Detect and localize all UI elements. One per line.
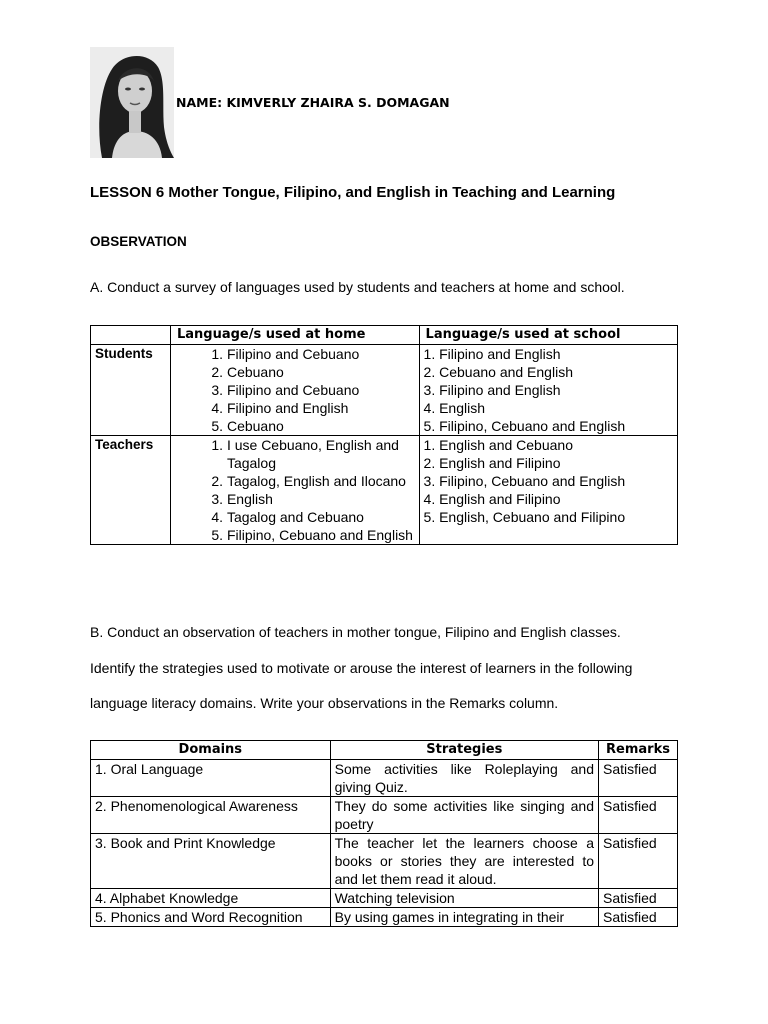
students-school-cell xyxy=(419,345,677,436)
literacy-domains-table xyxy=(90,740,678,927)
remark-cell: Satisfied xyxy=(599,834,678,889)
section-title: OBSERVATION xyxy=(90,234,187,249)
list-item: 3. Filipino and English xyxy=(423,382,561,398)
list-item: 5. Cebuano xyxy=(227,417,415,435)
teachers-home-cell xyxy=(170,436,419,545)
domain-cell: 2. Phenomenological Awareness xyxy=(91,797,331,834)
students-home-list xyxy=(175,345,415,435)
part-b-line-2: Identify the strategies used to motivate or arouse the interest of learners in the following xyxy=(90,660,633,676)
header-school: Language/s used at school xyxy=(419,326,677,345)
list-item: 2. Cebuano xyxy=(227,363,415,381)
list-item: 5. English, Cebuano and Filipino xyxy=(423,509,626,525)
part-a-instruction: A. Conduct a survey of languages used by students and teachers at home and school. xyxy=(90,279,625,295)
list-item: 4. Filipino and English xyxy=(227,399,415,417)
header-strategies: Strategies xyxy=(330,741,598,760)
list-item: 1. Filipino and English xyxy=(423,346,561,362)
lesson-title: LESSON 6 Mother Tongue, Filipino, and English in Teaching and Learning xyxy=(90,184,616,201)
list-item: 1. English and Cebuano xyxy=(423,437,573,453)
domain-cell: 4. Alphabet Knowledge xyxy=(91,889,331,908)
table-row xyxy=(91,834,678,889)
remark-cell: Satisfied xyxy=(599,760,678,797)
list-item: 2. English and Filipino xyxy=(423,455,561,471)
teachers-home-list xyxy=(175,436,415,544)
table-row xyxy=(91,889,678,908)
table-header-row xyxy=(91,326,678,345)
student-name: NAME: KIMVERLY ZHAIRA S. DOMAGAN xyxy=(176,95,450,110)
domain-cell: 5. Phonics and Word Recognition xyxy=(91,908,331,927)
list-item: 2. Tagalog, English and Ilocano xyxy=(227,472,415,490)
header-blank xyxy=(91,326,171,345)
remark-cell: Satisfied xyxy=(599,889,678,908)
part-b-line-1: B. Conduct an observation of teachers in mother tongue, Filipino and English classes. xyxy=(90,624,621,640)
table-row xyxy=(91,760,678,797)
strategy-cell: They do some activities like singing and poetry xyxy=(330,797,598,834)
language-survey-table xyxy=(90,325,678,545)
domain-cell: 3. Book and Print Knowledge xyxy=(91,834,331,889)
strategy-cell: The teacher let the learners choose a books or stories they are interested to and let them read it aloud. xyxy=(330,834,598,889)
part-b-line-3: language literacy domains. Write your observations in the Remarks column. xyxy=(90,695,559,711)
students-home-cell xyxy=(170,345,419,436)
list-item: 4. English xyxy=(423,400,486,416)
strategy-cell: Watching television xyxy=(330,889,598,908)
list-item: 2. Cebuano and English xyxy=(423,364,573,380)
table-row xyxy=(91,797,678,834)
list-item: 5. Filipino, Cebuano and English xyxy=(227,526,415,544)
strategy-cell: Some activities like Roleplaying and giving Quiz. xyxy=(330,760,598,797)
list-item: 1. I use Cebuano, English and Tagalog xyxy=(227,436,415,472)
header-remarks: Remarks xyxy=(599,741,678,760)
row-label-teachers: Teachers xyxy=(91,436,171,545)
table-header-row xyxy=(91,741,678,760)
strategy-cell: By using games in integrating in their xyxy=(330,908,598,927)
list-item: 1. Filipino and Cebuano xyxy=(227,345,415,363)
domain-cell: 1. Oral Language xyxy=(91,760,331,797)
list-item: 3. Filipino, Cebuano and English xyxy=(423,473,626,489)
list-item: 3. English xyxy=(227,490,415,508)
list-item: 3. Filipino and Cebuano xyxy=(227,381,415,399)
table-row xyxy=(91,908,678,927)
header-domains: Domains xyxy=(91,741,331,760)
table-row xyxy=(91,436,678,545)
list-item: 4. Tagalog and Cebuano xyxy=(227,508,415,526)
list-item: 4. English and Filipino xyxy=(423,491,561,507)
header-home: Language/s used at home xyxy=(170,326,419,345)
row-label-students: Students xyxy=(91,345,171,436)
remark-cell: Satisfied xyxy=(599,797,678,834)
table-row xyxy=(91,345,678,436)
profile-photo xyxy=(90,47,174,158)
list-item: 5. Filipino, Cebuano and English xyxy=(423,418,626,434)
remark-cell: Satisfied xyxy=(599,908,678,927)
teachers-school-cell xyxy=(419,436,677,545)
